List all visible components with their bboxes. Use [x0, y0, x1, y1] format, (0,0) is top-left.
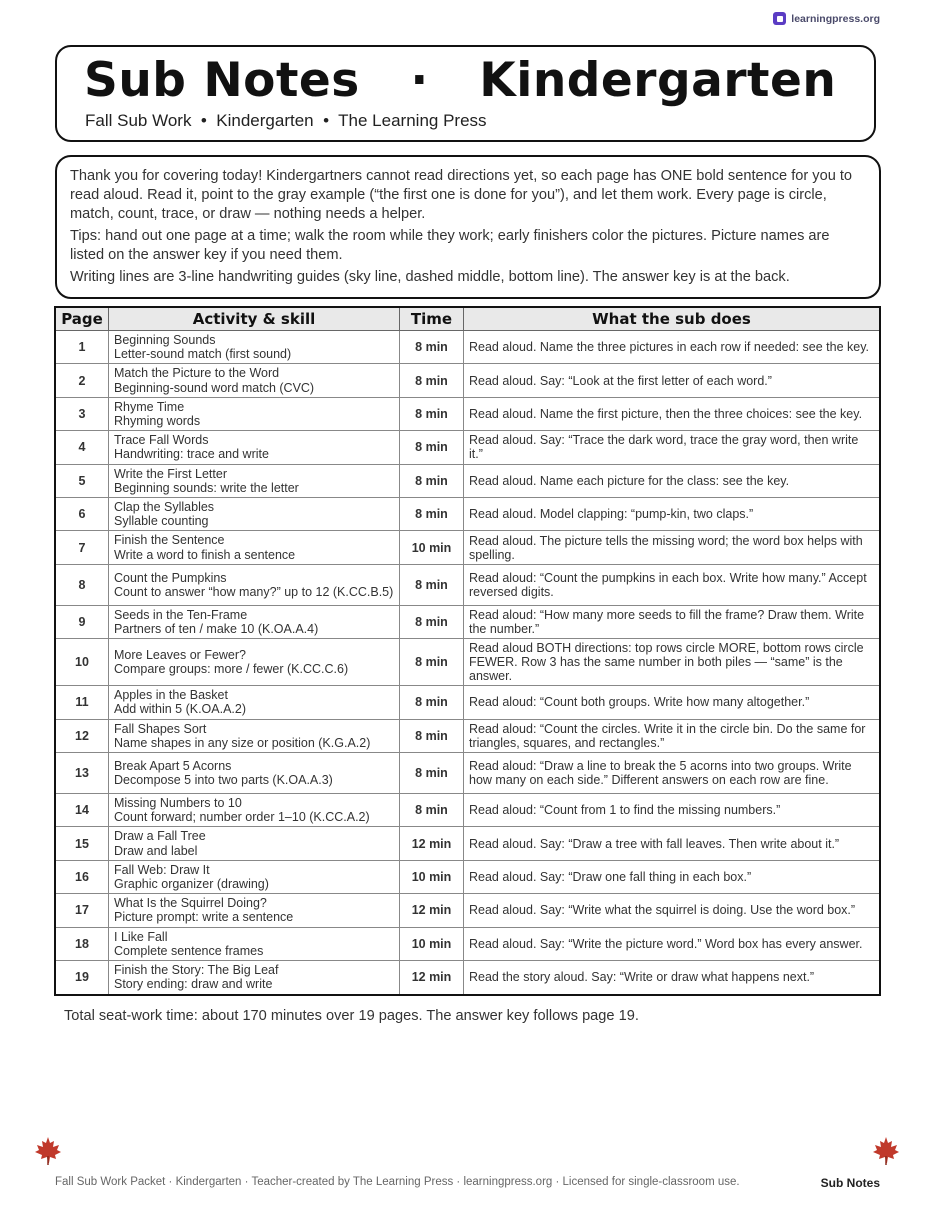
table-row	[55, 431, 880, 464]
table-row	[55, 564, 880, 605]
page-number: 13	[55, 753, 109, 794]
time-cell: 12 min	[400, 894, 464, 927]
sub-instructions-cell: Read aloud: “Count the pumpkins in each box. Write how many.” Accept reversed digits.	[464, 564, 881, 605]
activity-skill: Compare groups: more / fewer (K.CC.C.6)	[114, 662, 349, 677]
page-number: 6	[55, 498, 109, 531]
table-row	[55, 860, 880, 893]
time-cell: 8 min	[400, 464, 464, 497]
time-cell: 8 min	[400, 397, 464, 430]
activity-title: Missing Numbers to 10	[114, 796, 242, 811]
activity-cell	[109, 364, 400, 397]
activity-cell	[109, 431, 400, 464]
activity-skill: Rhyming words	[114, 414, 201, 429]
sub-instructions-cell: Read aloud: “Count from 1 to find the missing numbers.”	[464, 794, 881, 827]
sub-instructions-cell: Read aloud. The picture tells the missing word; the word box helps with spelling.	[464, 531, 881, 564]
sub-instructions-cell: Read aloud. Say: “Look at the first letter of each word.”	[464, 364, 881, 397]
activity-skill: Add within 5 (K.OA.A.2)	[114, 702, 247, 717]
page-number: 2	[55, 364, 109, 397]
page-subtitle: Fall Sub Work • Kindergarten • The Learning Press	[85, 111, 487, 130]
sub-instructions-cell: Read the story aloud. Say: “Write or draw what happens next.”	[464, 961, 881, 995]
activity-cell	[109, 827, 400, 860]
activity-skill: Complete sentence frames	[114, 943, 264, 958]
header-time: Time	[400, 307, 464, 331]
activity-skill: Letter-sound match (first sound)	[114, 347, 292, 362]
table-row	[55, 927, 880, 960]
sub-instructions-cell: Read aloud. Say: “Write what the squirrel is doing. Use the word box.”	[464, 894, 881, 927]
sub-instructions-cell: Read aloud. Name the three pictures in each row if needed: see the key.	[464, 331, 881, 364]
table-row	[55, 961, 880, 995]
page-number: 9	[55, 605, 109, 638]
time-cell: 12 min	[400, 961, 464, 995]
sub-instructions-cell: Read aloud: “How many more seeds to fill the frame? Draw them. Write the number.”	[464, 605, 881, 638]
activity-title: Fall Web: Draw It	[114, 862, 210, 877]
activity-title: Trace Fall Words	[114, 433, 209, 448]
footer-label: Sub Notes	[820, 1176, 880, 1190]
table-row	[55, 686, 880, 719]
sub-instructions-cell: Read aloud BOTH directions: top rows circle MORE, bottom rows circle FEWER. Row 3 has the same number in both piles — “same” is the answer.	[464, 639, 881, 686]
activity-title: Beginning Sounds	[114, 333, 216, 347]
table-row	[55, 639, 880, 686]
activity-skill: Count to answer “how many?” up to 12 (K.CC.B.5)	[114, 584, 394, 599]
activity-title: What Is the Squirrel Doing?	[114, 896, 267, 911]
activity-cell	[109, 961, 400, 995]
table-row	[55, 331, 880, 364]
sub-instructions-cell: Read aloud: “Draw a line to break the 5 acorns into two groups. Write how many on each side.” Different answers on each row are fine.	[464, 753, 881, 794]
activity-title: Finish the Story: The Big Leaf	[114, 963, 279, 978]
time-cell: 12 min	[400, 827, 464, 860]
time-cell: 10 min	[400, 531, 464, 564]
sub-instructions-cell: Read aloud. Say: “Trace the dark word, trace the gray word, then write it.”	[464, 431, 881, 464]
learningpress-logo-icon	[773, 12, 786, 25]
sub-instructions-cell: Read aloud. Name each picture for the class: see the key.	[464, 464, 881, 497]
activity-title: Fall Shapes Sort	[114, 721, 207, 736]
table-row	[55, 464, 880, 497]
sub-instructions-cell: Read aloud. Say: “Write the picture word.” Word box has every answer.	[464, 927, 881, 960]
activity-skill: Partners of ten / make 10 (K.OA.A.4)	[114, 622, 319, 637]
footer-text: Fall Sub Work Packet · Kindergarten · Teacher-created by The Learning Press · learningpress.org · Licensed for single-classroom use.	[55, 1176, 740, 1188]
activity-cell	[109, 794, 400, 827]
activity-title: Clap the Syllables	[114, 500, 215, 515]
activity-skill: Decompose 5 into two parts (K.OA.A.3)	[114, 773, 333, 788]
header-activity: Activity & skill	[109, 307, 400, 331]
activity-title: Count the Pumpkins	[114, 570, 227, 585]
time-cell: 8 min	[400, 605, 464, 638]
activity-cell	[109, 639, 400, 686]
activity-title: Rhyme Time	[114, 399, 185, 414]
table-row	[55, 794, 880, 827]
table-row	[55, 719, 880, 752]
sub-instructions-cell: Read aloud. Model clapping: “pump-kin, two claps.”	[464, 498, 881, 531]
intro-box	[55, 155, 881, 299]
activity-title: Match the Picture to the Word	[114, 366, 280, 381]
intro-paragraph-1: Thank you for covering today! Kindergartners cannot read directions yet, so each page has ONE bold sentence for you to read aloud. Read it, point to the gray example (“the first one is done for you”), and let them work. Every page is circle, match, count, trace, or draw — nothing needs a helper.	[70, 168, 853, 222]
total-time-note: Total seat-work time: about 170 minutes over 19 pages. The answer key follows page 19.	[64, 1008, 639, 1024]
activity-title: Finish the Sentence	[114, 533, 225, 548]
activity-skill: Write a word to finish a sentence	[114, 547, 296, 562]
schedule-table	[54, 306, 881, 996]
table-row	[55, 894, 880, 927]
activity-cell	[109, 605, 400, 638]
activity-cell	[109, 397, 400, 430]
time-cell: 8 min	[400, 753, 464, 794]
activity-cell	[109, 686, 400, 719]
sub-instructions-cell: Read aloud. Say: “Draw one fall thing in each box.”	[464, 860, 881, 893]
activity-cell	[109, 753, 400, 794]
activity-skill: Story ending: draw and write	[114, 977, 273, 992]
page-number: 15	[55, 827, 109, 860]
activity-skill: Syllable counting	[114, 514, 209, 529]
time-cell: 8 min	[400, 498, 464, 531]
table-row	[55, 605, 880, 638]
header-page: Page	[55, 307, 109, 331]
activity-title: More Leaves or Fewer?	[114, 648, 247, 663]
activity-cell	[109, 331, 400, 364]
activity-skill: Beginning-sound word match (CVC)	[114, 380, 315, 395]
maple-leaf-icon	[872, 1136, 900, 1166]
time-cell: 8 min	[400, 686, 464, 719]
page-number: 16	[55, 860, 109, 893]
time-cell: 8 min	[400, 364, 464, 397]
activity-skill: Graphic organizer (drawing)	[114, 877, 269, 892]
table-row	[55, 397, 880, 430]
activity-cell	[109, 860, 400, 893]
page-number: 18	[55, 927, 109, 960]
sub-instructions-cell: Read aloud: “Count the circles. Write it in the circle bin. Do the same for triangles, squares, and rectangles.”	[464, 719, 881, 752]
sub-instructions-cell: Read aloud. Name the first picture, then the three choices: see the key.	[464, 397, 881, 430]
page-title: Sub Notes · Kindergarten	[84, 53, 837, 108]
brand-link[interactable]	[773, 12, 880, 25]
time-cell: 8 min	[400, 331, 464, 364]
time-cell: 8 min	[400, 794, 464, 827]
activity-cell	[109, 719, 400, 752]
page-number: 10	[55, 639, 109, 686]
page-number: 5	[55, 464, 109, 497]
activity-cell	[109, 498, 400, 531]
activity-title: I Like Fall	[114, 929, 168, 944]
intro-paragraph-3: Writing lines are 3-line handwriting guides (sky line, dashed middle, bottom line). The answer key is at the back.	[70, 269, 790, 285]
page-number: 3	[55, 397, 109, 430]
table-header-row	[55, 307, 880, 331]
table-body	[55, 331, 880, 995]
activity-skill: Handwriting: trace and write	[114, 447, 269, 462]
activity-cell	[109, 894, 400, 927]
time-cell: 8 min	[400, 639, 464, 686]
page-number: 17	[55, 894, 109, 927]
table-row	[55, 364, 880, 397]
activity-title: Draw a Fall Tree	[114, 829, 206, 844]
table-row	[55, 498, 880, 531]
time-cell: 8 min	[400, 564, 464, 605]
activity-skill: Name shapes in any size or position (K.G.A.2)	[114, 735, 371, 750]
activity-title: Break Apart 5 Acorns	[114, 758, 232, 773]
time-cell: 10 min	[400, 927, 464, 960]
time-cell: 8 min	[400, 431, 464, 464]
page-number: 1	[55, 331, 109, 364]
page-number: 8	[55, 564, 109, 605]
activity-skill: Picture prompt: write a sentence	[114, 910, 294, 925]
activity-cell	[109, 927, 400, 960]
activity-cell	[109, 464, 400, 497]
activity-cell	[109, 531, 400, 564]
time-cell: 8 min	[400, 719, 464, 752]
activity-title: Apples in the Basket	[114, 688, 228, 703]
activity-skill: Count forward; number order 1–10 (K.CC.A.2)	[114, 810, 370, 825]
table-row	[55, 531, 880, 564]
activity-skill: Draw and label	[114, 843, 198, 858]
activity-skill: Beginning sounds: write the letter	[114, 480, 299, 495]
sub-instructions-cell: Read aloud. Say: “Draw a tree with fall leaves. Then write about it.”	[464, 827, 881, 860]
sub-instructions-cell: Read aloud: “Count both groups. Write how many altogether.”	[464, 686, 881, 719]
table-row	[55, 753, 880, 794]
intro-paragraph-2: Tips: hand out one page at a time; walk the room while they work; early finishers color the pictures. Picture names are listed on the answer key if you need them.	[70, 228, 830, 263]
title-box	[55, 45, 876, 142]
table-row	[55, 827, 880, 860]
brand-name: learningpress.org	[791, 12, 880, 25]
page-number: 11	[55, 686, 109, 719]
activity-title: Write the First Letter	[114, 466, 227, 481]
page-number: 4	[55, 431, 109, 464]
time-cell: 10 min	[400, 860, 464, 893]
page-number: 12	[55, 719, 109, 752]
activity-title: Seeds in the Ten-Frame	[114, 607, 248, 622]
page-number: 14	[55, 794, 109, 827]
page-number: 19	[55, 961, 109, 995]
maple-leaf-icon	[34, 1136, 62, 1166]
page-number: 7	[55, 531, 109, 564]
header-sub: What the sub does	[464, 307, 881, 331]
activity-cell	[109, 564, 400, 605]
